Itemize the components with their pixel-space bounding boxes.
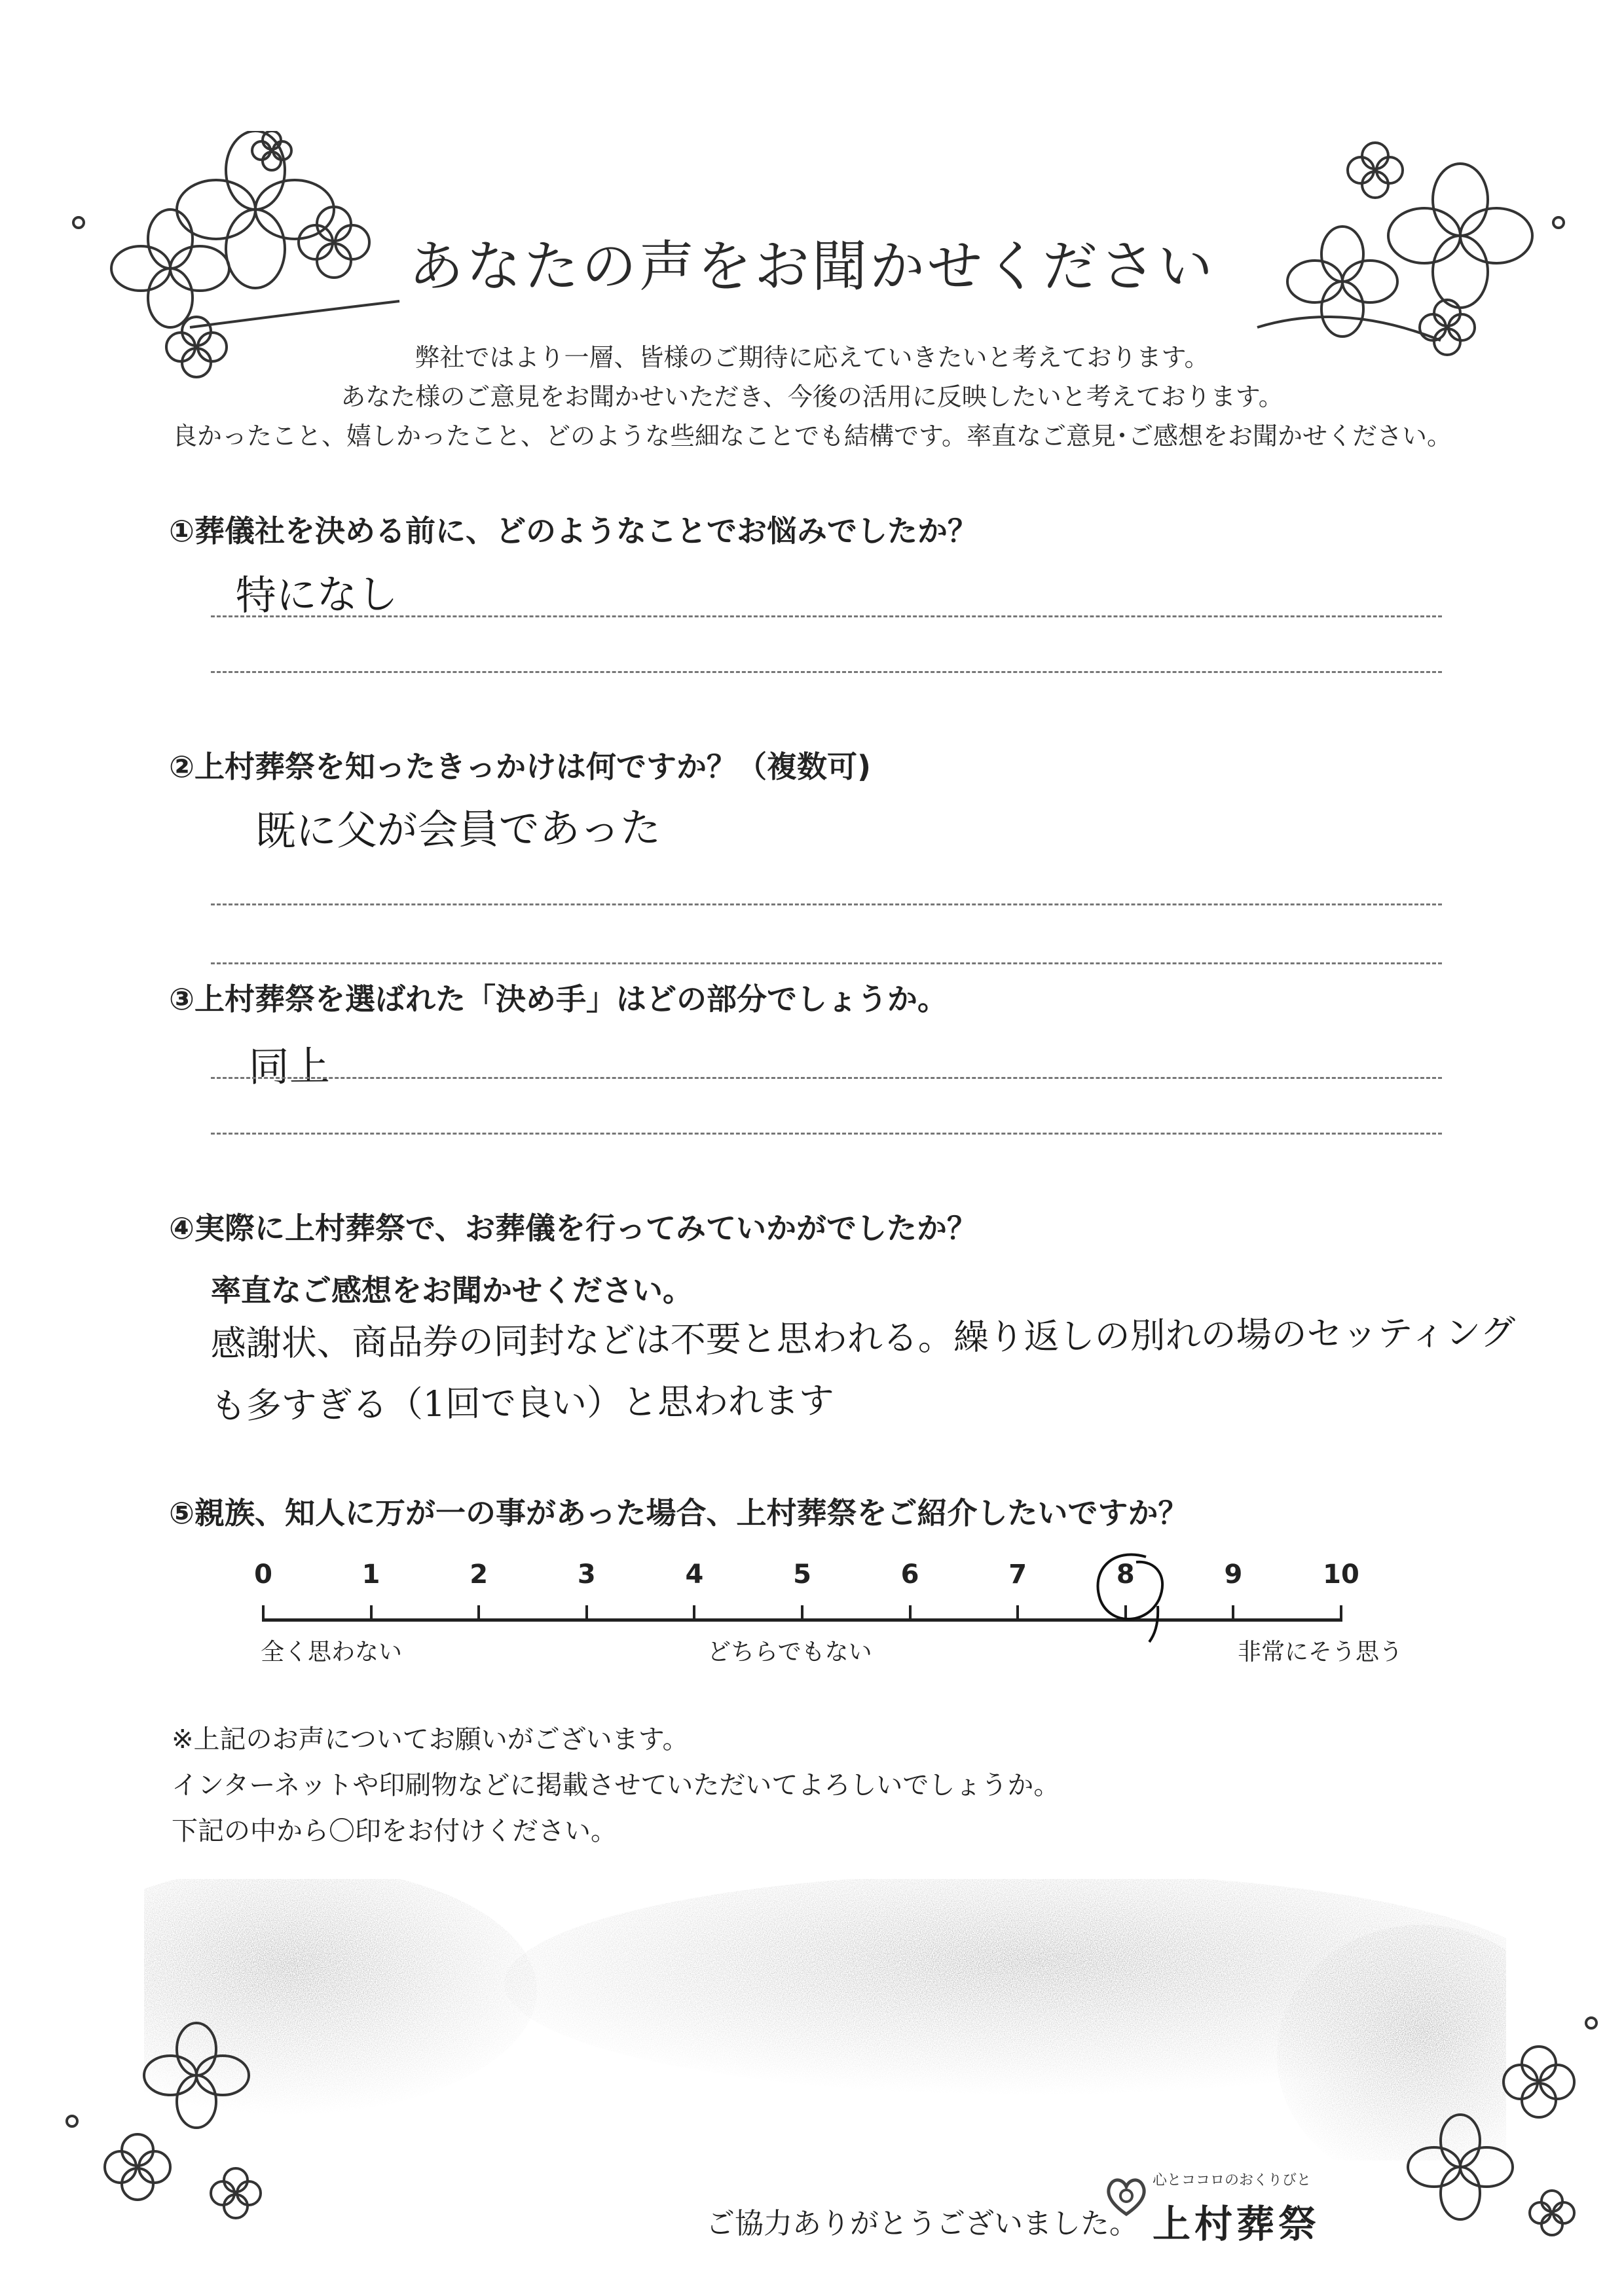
answer-line [211, 1133, 1442, 1135]
rating-tick [1232, 1605, 1234, 1620]
selected-rating-circle [1074, 1544, 1185, 1649]
rating-tick-label: 3 [577, 1559, 596, 1590]
clover-decoration-bottom-right [1362, 1997, 1611, 2272]
answer-line [211, 671, 1442, 673]
note-line-3: 下記の中から〇印をお付けください。 [172, 1816, 617, 1846]
rating-tick-label: 6 [900, 1559, 919, 1590]
rating-right-label: 非常にそう思う [1238, 1639, 1403, 1666]
rating-tick [262, 1605, 265, 1620]
question-1-label: ①葬儀社を決める前に、どのようなことでお悩みでしたか？ [169, 513, 978, 549]
answer-line [211, 615, 1442, 617]
thank-you-message: ご協力ありがとうございました。 [706, 2207, 1138, 2240]
heart-logo-icon [1103, 2174, 1149, 2219]
rating-left-label: 全く思わない [261, 1639, 403, 1666]
answer-line [211, 962, 1442, 964]
rating-tick-label: 2 [470, 1559, 489, 1590]
intro-line-2: あなた様のご意見をお聞かせいただき、今後の活用に反映したいと考えております。 [341, 382, 1283, 411]
rating-tick-label: 7 [1008, 1559, 1027, 1590]
rating-tick [1016, 1605, 1019, 1620]
rating-tick-label: 10 [1323, 1559, 1359, 1590]
note-line-1: ※上記のお声についてお願いがございます。 [172, 1724, 689, 1755]
rating-tick [585, 1605, 588, 1620]
answer-line [211, 1077, 1442, 1079]
rating-tick [1340, 1605, 1342, 1620]
rating-tick-label: 0 [254, 1559, 272, 1590]
company-logo-name: 上村葬祭 [1153, 2202, 1321, 2246]
clover-decoration-bottom-left [65, 1997, 301, 2259]
page-title: あなたの声をお聞かせください [408, 234, 1215, 299]
answer-line [211, 903, 1442, 905]
rating-tick-label: 5 [793, 1559, 811, 1590]
question-4-answer-line-1: 感謝状、商品券の同封などは不要と思われる。繰り返しの別れの場のセッティング [210, 1311, 1516, 1364]
intro-line-1: 弊社ではより一層、皆様のご期待に応えていきたいと考えております。 [415, 343, 1209, 372]
question-4-sublabel: 率直なご感想をお聞かせください。 [211, 1273, 693, 1308]
rating-tick [693, 1605, 695, 1620]
logo-tagline: 心とココロのおくりびと [1153, 2172, 1312, 2189]
question-2-answer: 既に父が会員であった [255, 803, 661, 856]
rating-tick [909, 1605, 912, 1620]
question-4-answer-line-2: も多すぎる（1回で良い）と思われます [210, 1379, 835, 1427]
rating-middle-label: どちらでもない [707, 1639, 872, 1666]
question-1-answer: 特になし [235, 570, 398, 620]
rating-tick [477, 1605, 480, 1620]
note-line-2: インターネットや印刷物などに掲載させていただいてよろしいでしょうか。 [172, 1770, 1060, 1800]
intro-line-3: 良かったこと、嬉しかったこと、どのような些細なことでも結構です。率直なご意見･ご感想をお聞かせください。 [172, 422, 1452, 450]
rating-tick [370, 1605, 373, 1620]
question-2-label: ②上村葬祭を知ったきっかけは何ですか？（複数可) [169, 749, 871, 784]
rating-tick-label: 9 [1224, 1559, 1243, 1590]
rating-tick-label: 4 [685, 1559, 704, 1590]
question-3-label: ③上村葬祭を選ばれた「決め手」はどの部分でしょうか。 [169, 981, 948, 1017]
rating-tick-label: 1 [361, 1559, 380, 1590]
rating-tick [801, 1605, 803, 1620]
question-5-label: ⑤親族、知人に万が一の事があった場合、上村葬祭をご紹介したいですか？ [169, 1495, 1189, 1531]
redacted-speckle-area [144, 1879, 1506, 2160]
question-3-answer: 同上 [248, 1042, 330, 1091]
question-4-label: ④実際に上村葬祭で、お葬儀を行ってみていかがでしたか？ [169, 1211, 978, 1246]
rating-tick-label: 8 [1116, 1559, 1135, 1590]
